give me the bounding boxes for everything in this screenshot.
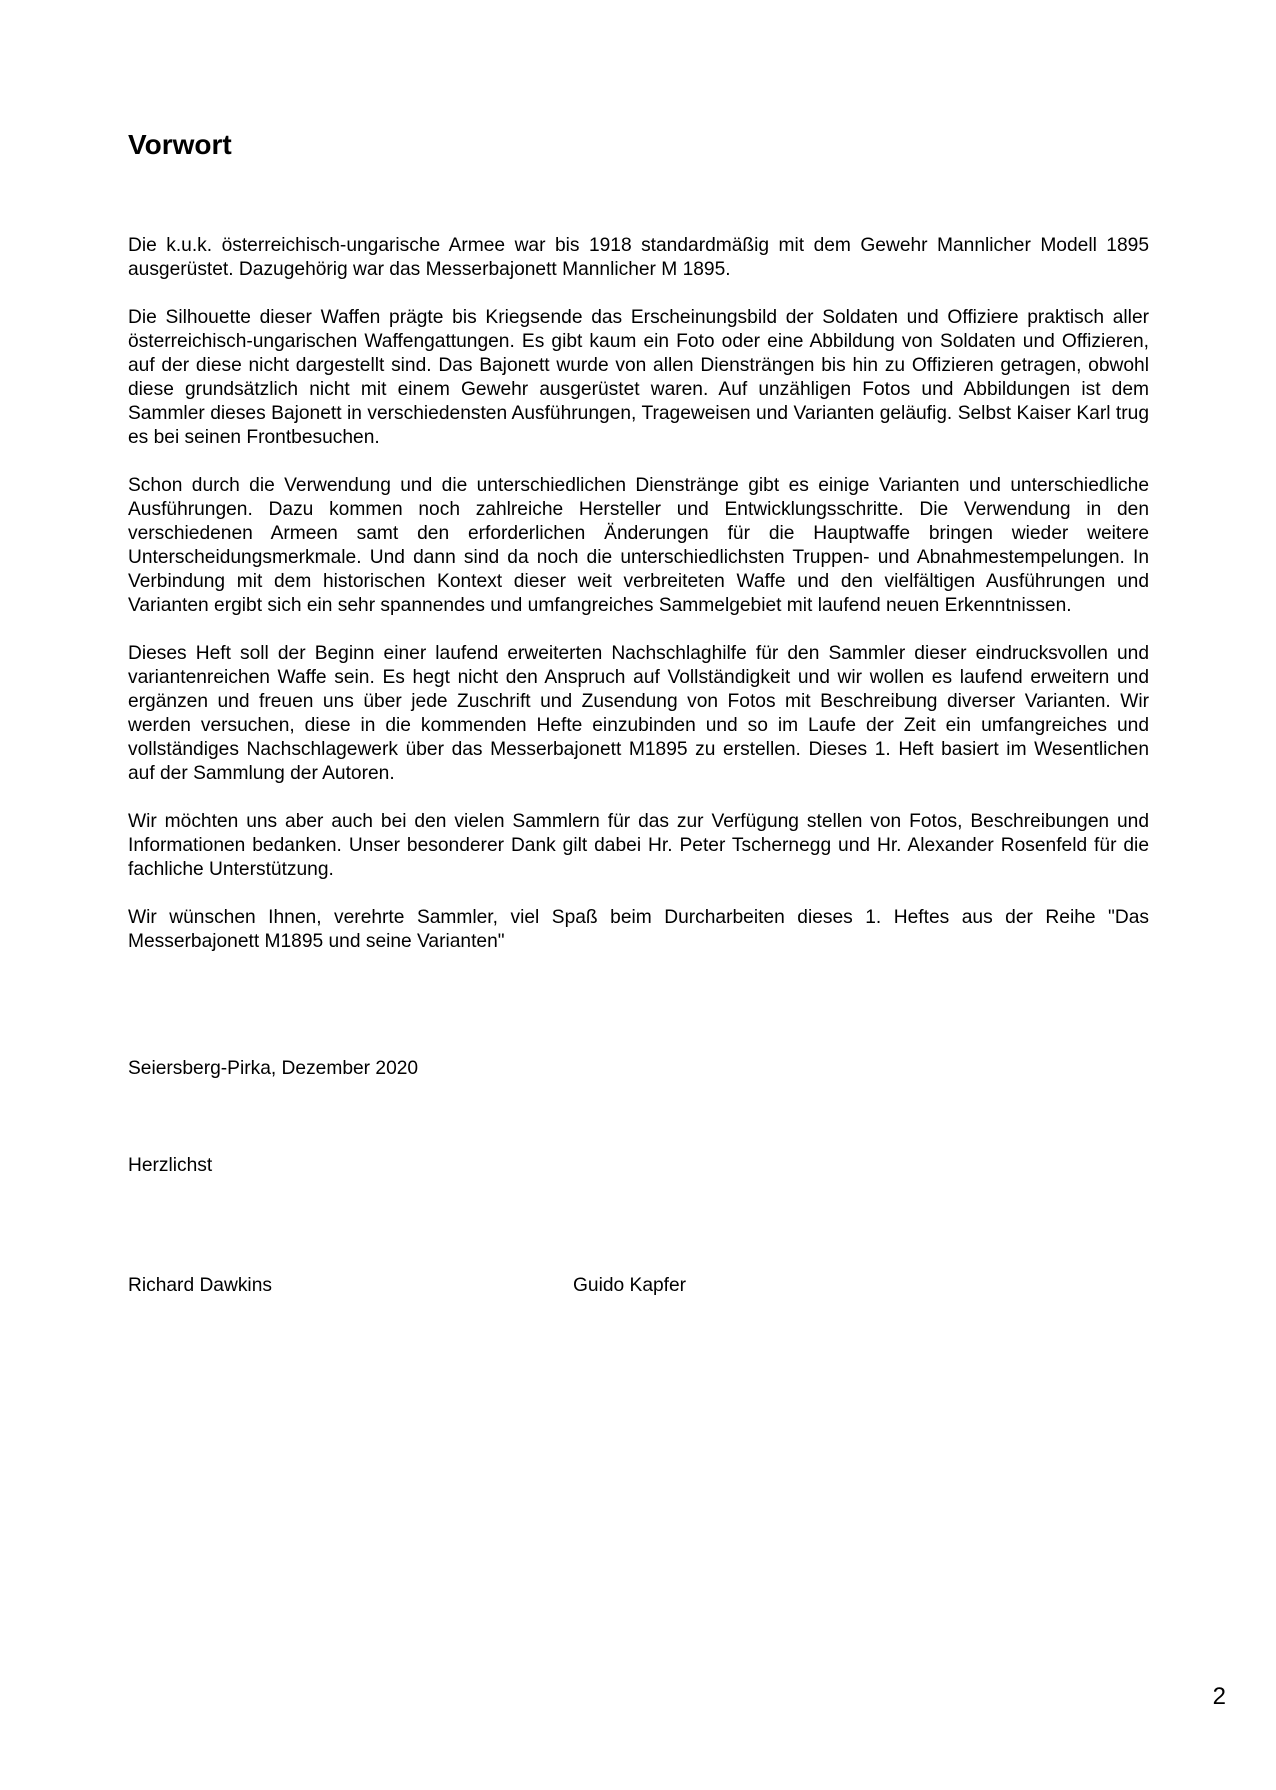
paragraph-5: Wir möchten uns aber auch bei den vielen Sammlern für das zur Verfügung stellen von Fotos, Beschreibungen und Informationen bedanken. Unser besonderer Dank gilt dabei Hr. Peter Tschernegg und Hr. Alexander Rosenfeld für die fachliche Unterstützung. (128, 811, 1149, 880)
closing-greeting: Herzlichst (128, 1155, 213, 1176)
body-text (128, 234, 1149, 978)
place-date: Seiersberg-Pirka, Dezember 2020 (128, 1058, 419, 1079)
paragraph-2: Die Silhouette dieser Waffen prägte bis Kriegsende das Erscheinungsbild der Soldaten und Offiziere praktisch aller österreichisch-ungarischen Waffengattungen. Es gibt kaum ein Foto oder eine Abbildung von Soldaten und Offizieren, auf der diese nicht dargestellt sind. Das Bajonett wurde von allen Diensträngen bis hin zu Offizieren getragen, obwohl diese grundsätzlich nicht mit einem Gewehr ausgerüstet waren. Auf unzähligen Fotos und Abbildungen ist dem Sammler dieses Bajonett in verschiedensten Ausführungen, Trageweisen und Varianten geläufig. Selbst Kaiser Karl trug es bei seinen Frontbesuchen. (128, 307, 1149, 448)
signature-author-1: Richard Dawkins (128, 1275, 272, 1296)
page-number: 2 (1212, 1683, 1226, 1710)
page-title: Vorwort (128, 129, 232, 160)
paragraph-6: Wir wünschen Ihnen, verehrte Sammler, viel Spaß beim Durcharbeiten dieses 1. Heftes aus der Reihe "Das Messerbajonett M1895 und seine Varianten" (128, 907, 1149, 952)
paragraph-1: Die k.u.k. österreichisch-ungarische Armee war bis 1918 standardmäßig mit dem Gewehr Mannlicher Modell 1895 ausgerüstet. Dazugehörig war das Messerbajonett Mannlicher M 1895. (128, 235, 1149, 280)
paragraph-4: Dieses Heft soll der Beginn einer laufend erweiterten Nachschlaghilfe für den Sammler dieser eindrucksvollen und variantenreichen Waffe sein. Es hegt nicht den Anspruch auf Vollständigkeit und wir wollen es laufend erweitern und ergänzen und freuen uns über jede Zuschrift und Zusendung von Fotos mit Beschreibung diverser Varianten. Wir werden versuchen, diese in die kommenden Hefte einzubinden und so im Laufe der Zeit ein umfangreiches und vollständiges Nachschlagewerk über das Messerbajonett M1895 zu erstellen. Dieses 1. Heft basiert im Wesentlichen auf der Sammlung der Autoren. (128, 643, 1149, 784)
signature-author-2: Guido Kapfer (573, 1275, 687, 1296)
paragraph-3: Schon durch die Verwendung und die unterschiedlichen Dienstränge gibt es einige Varianten und unterschiedliche Ausführungen. Dazu kommen noch zahlreiche Hersteller und Entwicklungsschritte. Die Verwendung in den verschiedenen Armeen samt den erforderlichen Änderungen für die Hauptwaffe bringen wieder weitere Unterscheidungsmerkmale. Und dann sind da noch die unterschiedlichsten Truppen- und Abnahmestempelungen. In Verbindung mit dem historischen Kontext dieser weit verbreiteten Waffe und den vielfältigen Ausführungen und Varianten ergibt sich ein sehr spannendes und umfangreiches Sammelgebiet mit laufend neuen Erkenntnissen. (128, 475, 1149, 616)
